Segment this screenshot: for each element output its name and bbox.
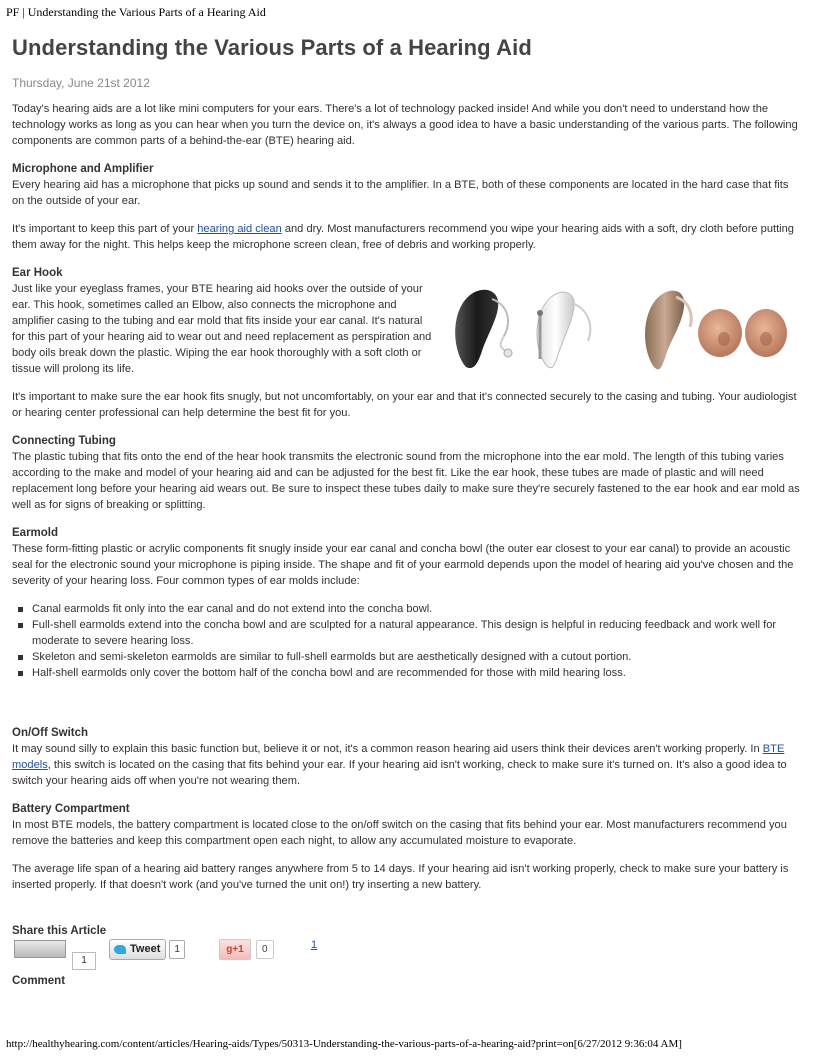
microphone-paragraph-2 <box>12 221 802 253</box>
tweet-count: 1 <box>169 940 185 959</box>
ear-hook-paragraph-1: Just like your eyeglass frames, your BTE hearing aid hooks over the outside of your ear. This hook, sometimes called an Elbow, also connects the microphone and amplifier casing to the tubing and ear mold that fits inside your ear canal. It's natural for this part of your hearing aid to wear out and need replacement as perspiration and body oils break down the plastic. Wiping the ear hook thoroughly with a soft cloth or tissue will prolong its life. <box>12 283 432 375</box>
print-header: PF | Understanding the Various Parts of a Hearing Aid <box>6 5 266 19</box>
section-heading-switch: On/Off Switch <box>12 727 89 739</box>
switch-text-after: , this switch is located on the casing that fits behind your ear. If your hearing aid isn't working, check to make sure it's turned on. It's also a good idea to switch your hearing aids off when you're not wearing them. <box>12 759 787 787</box>
list-item: Half-shell earmolds only cover the bottom half of the concha bowl and are recommended for those with mild hearing loss. <box>32 665 802 681</box>
switch-paragraph <box>12 741 802 789</box>
hearing-aids-image <box>448 281 790 376</box>
list-item: Canal earmolds fit only into the ear canal and do not extend into the concha bowl. <box>32 601 802 617</box>
tubing-paragraph: The plastic tubing that fits onto the end of the hear hook transmits the electronic sound from the microphone into the ear mold. The length of this tubing varies according to the make and model of your hearing aid and can be adjusted for the best fit. Like the ear hook, these tubes are made of plastic and will need replacement long before your hearing aid wears out. Be sure to inspect these tubes daily to make sure they're securely fastened to the ear hook and ear mold as well as for signs of breaking or splitting. <box>12 451 800 511</box>
hearing-aid-clean-link[interactable]: hearing aid clean <box>197 223 282 235</box>
twitter-share <box>109 939 185 960</box>
google-plus-g-icon: g <box>226 944 233 955</box>
section-heading-tubing: Connecting Tubing <box>12 435 116 447</box>
google-plus-share <box>219 939 274 960</box>
list-item: Full-shell earmolds extend into the concha bowl and are sculpted for a natural appearance. This design is helpful in reducing feedback and work well for moderate to severe hearing loss. <box>32 617 802 649</box>
battery-paragraph-2: The average life span of a hearing aid battery ranges anywhere from 5 to 14 days. If your hearing aid isn't working properly, check to make sure your battery is inserted properly. If that doesn't work (and you've turned the unit on!) try inserting a new battery. <box>12 863 789 891</box>
section-heading-battery: Battery Compartment <box>12 803 130 815</box>
battery-paragraph-1: In most BTE models, the battery compartment is located close to the on/off switch on the casing that fits behind your ear. Most manufacturers recommend you remove the batteries and keep this compartment open each night, to allow any accumulated moisture to evaporate. <box>12 819 787 847</box>
share-heading: Share this Article <box>12 925 107 937</box>
facebook-share-button[interactable] <box>14 940 66 958</box>
facebook-share-count: 1 <box>72 952 96 970</box>
list-item: Skeleton and semi-skeleton earmolds are similar to full-shell earmolds but are aesthetically designed with a cutout portion. <box>32 649 802 665</box>
print-footer: http://healthyhearing.com/content/articles/Hearing-aids/Types/50313-Understanding-the-various-parts-of-a-hearing-aid?print=on[6/27/2012 9:36:04 AM] <box>6 1038 682 1050</box>
tweet-button[interactable]: Tweet <box>109 939 166 960</box>
share-count-link[interactable]: 1 <box>311 939 318 951</box>
earmold-paragraph: These form-fitting plastic or acrylic components fit snugly inside your ear canal and concha bowl (the outer ear closest to your ear canal) to provide an acoustic seal for the electronic sound your microphone is piping inside. The shape and fit of your earmold depends upon the model of hearing aid you've chosen and the severity of your hearing loss. Four common types of ear molds include: <box>12 543 794 587</box>
google-plus-label: +1 <box>232 944 244 955</box>
section-heading-ear-hook: Ear Hook <box>12 267 63 279</box>
beige-hearing-aid <box>645 291 684 370</box>
microphone-p2-text-before: It's important to keep this part of your <box>12 223 198 235</box>
article-date: Thursday, June 21st 2012 <box>12 76 150 90</box>
section-heading-microphone: Microphone and Amplifier <box>12 163 154 175</box>
earmold-left <box>698 309 742 357</box>
section-heading-earmold: Earmold <box>12 527 59 539</box>
google-plus-count: 0 <box>256 940 274 959</box>
article <box>12 35 802 989</box>
microphone-paragraph-1: Every hearing aid has a microphone that picks up sound and sends it to the amplifier. In a BTE, both of these components are located in the hard case that fits on the outside of your ear. <box>12 179 789 207</box>
comment-heading: Comment <box>12 975 66 987</box>
page-title: Understanding the Various Parts of a Hearing Aid <box>12 35 532 60</box>
ear-hook-paragraph-2: It's important to make sure the ear hook fits snugly, but not uncomfortably, on your ear and that it's connected securely to the casing and tubing. Your audiologist or hearing center professional can help determine the best fit for you. <box>12 391 797 419</box>
ear-hook-section <box>12 265 802 377</box>
white-hearing-aid <box>537 292 574 368</box>
black-hearing-aid <box>455 290 498 368</box>
google-plus-button[interactable] <box>219 939 251 960</box>
bte-models-link[interactable]: BTE models <box>12 743 785 771</box>
intro-paragraph: Today's hearing aids are a lot like mini computers for your ears. There's a lot of technology packed inside! And while you don't need to understand how the technology works as long as you can hear when you turn the device on, it's always a good idea to have a basic understanding of the various parts. The following components are common parts of a behind-the-ear (BTE) hearing aid. <box>12 103 798 147</box>
switch-text-before: It may sound silly to explain this basic function but, believe it or not, it's a common reason hearing aid users think their devices aren't working properly. In <box>12 743 763 755</box>
facebook-share <box>14 940 94 966</box>
earmold-types-list <box>12 601 802 681</box>
share-buttons <box>12 939 802 973</box>
microphone-p2-text-after: and dry. Most manufacturers recommend you wipe your hearing aids with a soft, dry cloth before putting them away for the night. This helps keep the microphone screen clean, free of debris and working properly. <box>12 223 794 251</box>
